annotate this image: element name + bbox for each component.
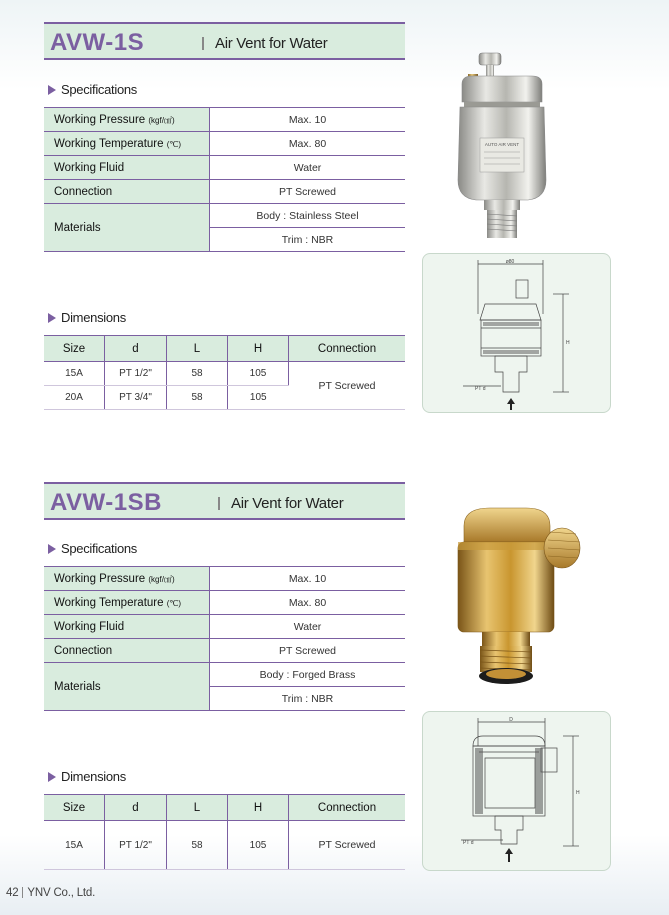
table-row <box>44 591 405 615</box>
column-header: Size <box>44 336 105 362</box>
spec-label-text: Working Temperature <box>54 596 164 609</box>
spec-label <box>44 132 210 156</box>
spec-value: Water <box>210 615 406 639</box>
drawing-height-label: H <box>566 340 570 346</box>
spec-value: Max. 10 <box>210 567 406 591</box>
spec-label: Materials <box>44 663 210 711</box>
table-row <box>44 615 405 639</box>
spec-label <box>44 108 210 132</box>
table-cell: PT 1/2" <box>105 821 167 870</box>
dimensions-table <box>44 794 405 870</box>
drawing-thread-label: PT d <box>463 840 474 846</box>
table-cell: 15A <box>44 362 105 386</box>
column-header: L <box>167 795 228 821</box>
spec-label-text: Working Pressure <box>54 572 146 585</box>
page-number: 42 <box>6 887 19 899</box>
table-cell: 105 <box>228 821 289 870</box>
specifications-heading <box>48 82 137 97</box>
product-photo-brass <box>450 502 585 692</box>
technical-drawing-panel <box>422 711 611 871</box>
technical-drawing-stainless <box>423 254 610 412</box>
table-cell: 58 <box>167 386 228 410</box>
triangle-bullet-icon <box>48 85 56 95</box>
product-title-bar <box>44 22 405 60</box>
table-row <box>44 156 405 180</box>
table-row <box>44 108 405 132</box>
specifications-heading <box>48 541 137 556</box>
table-cell: PT 3/4" <box>105 386 167 410</box>
specifications-table <box>44 566 405 711</box>
table-row <box>44 663 405 687</box>
table-cell: 105 <box>228 386 289 410</box>
title-separator <box>218 497 220 510</box>
dimensions-heading <box>48 769 126 784</box>
table-cell: PT 1/2" <box>105 362 167 386</box>
spec-label: Working Fluid <box>44 615 210 639</box>
table-row <box>44 362 405 386</box>
spec-value: Water <box>210 156 406 180</box>
dimensions-table <box>44 335 405 410</box>
title-separator <box>202 37 204 50</box>
drawing-thread-label: PT d <box>475 386 486 392</box>
spec-value: Trim : NBR <box>210 228 406 252</box>
spec-label <box>44 567 210 591</box>
spec-value: Max. 80 <box>210 591 406 615</box>
column-header: Size <box>44 795 105 821</box>
unit-text: (kgf/㎠) <box>148 115 175 125</box>
table-cell: 58 <box>167 362 228 386</box>
table-row <box>44 567 405 591</box>
photo-embossed-label: AUTO AIR VENT <box>484 142 520 147</box>
column-header: d <box>105 336 167 362</box>
dimensions-heading <box>48 310 126 325</box>
unit-text: (℃) <box>166 139 182 149</box>
column-header: Connection <box>289 336 406 362</box>
product-description: Air Vent for Water <box>215 35 328 52</box>
product-model: AVW-1S <box>50 29 145 56</box>
drawing-dimension-label: D <box>509 717 513 723</box>
product-title-bar <box>44 482 405 520</box>
spec-label-text: Working Temperature <box>54 137 164 150</box>
spec-value: Max. 80 <box>210 132 406 156</box>
product-photo-stainless <box>452 50 562 245</box>
column-header: Connection <box>289 795 406 821</box>
table-header-row <box>44 336 405 362</box>
table-row <box>44 204 405 228</box>
spec-label: Working Fluid <box>44 156 210 180</box>
technical-drawing-panel <box>422 253 611 413</box>
unit-text: (kgf/㎠) <box>148 574 175 584</box>
table-row <box>44 132 405 156</box>
table-header-row <box>44 795 405 821</box>
spec-value: PT Screwed <box>210 639 406 663</box>
technical-drawing-brass <box>423 712 610 870</box>
product-description: Air Vent for Water <box>231 495 344 512</box>
table-cell: 105 <box>228 362 289 386</box>
table-row <box>44 821 405 870</box>
dimensions-heading-text: Dimensions <box>61 310 126 325</box>
table-row <box>44 639 405 663</box>
table-cell: 58 <box>167 821 228 870</box>
dimensions-heading-text: Dimensions <box>61 769 126 784</box>
table-row <box>44 180 405 204</box>
column-header: H <box>228 795 289 821</box>
triangle-bullet-icon <box>48 313 56 323</box>
column-header: L <box>167 336 228 362</box>
spec-value: Max. 10 <box>210 108 406 132</box>
footer-separator <box>22 887 23 898</box>
table-cell: PT Screwed <box>289 362 406 410</box>
drawing-height-label: H <box>576 790 580 796</box>
column-header: d <box>105 795 167 821</box>
table-cell: 15A <box>44 821 105 870</box>
triangle-bullet-icon <box>48 544 56 554</box>
spec-label: Materials <box>44 204 210 252</box>
spec-label: Connection <box>44 639 210 663</box>
specifications-table <box>44 107 405 252</box>
page-footer <box>6 887 95 899</box>
spec-value: Body : Stainless Steel <box>210 204 406 228</box>
spec-label-text: Working Pressure <box>54 113 146 126</box>
product-model: AVW-1SB <box>50 489 162 516</box>
triangle-bullet-icon <box>48 772 56 782</box>
table-cell: PT Screwed <box>289 821 406 870</box>
table-cell: 20A <box>44 386 105 410</box>
specifications-heading-text: Specifications <box>61 82 138 97</box>
spec-value: Trim : NBR <box>210 687 406 711</box>
spec-label <box>44 591 210 615</box>
company-name: YNV Co., Ltd. <box>27 887 96 899</box>
specifications-heading-text: Specifications <box>61 541 138 556</box>
unit-text: (℃) <box>166 598 182 608</box>
drawing-dimension-label: ø80 <box>505 259 515 265</box>
spec-value: PT Screwed <box>210 180 406 204</box>
column-header: H <box>228 336 289 362</box>
spec-label: Connection <box>44 180 210 204</box>
spec-value: Body : Forged Brass <box>210 663 406 687</box>
